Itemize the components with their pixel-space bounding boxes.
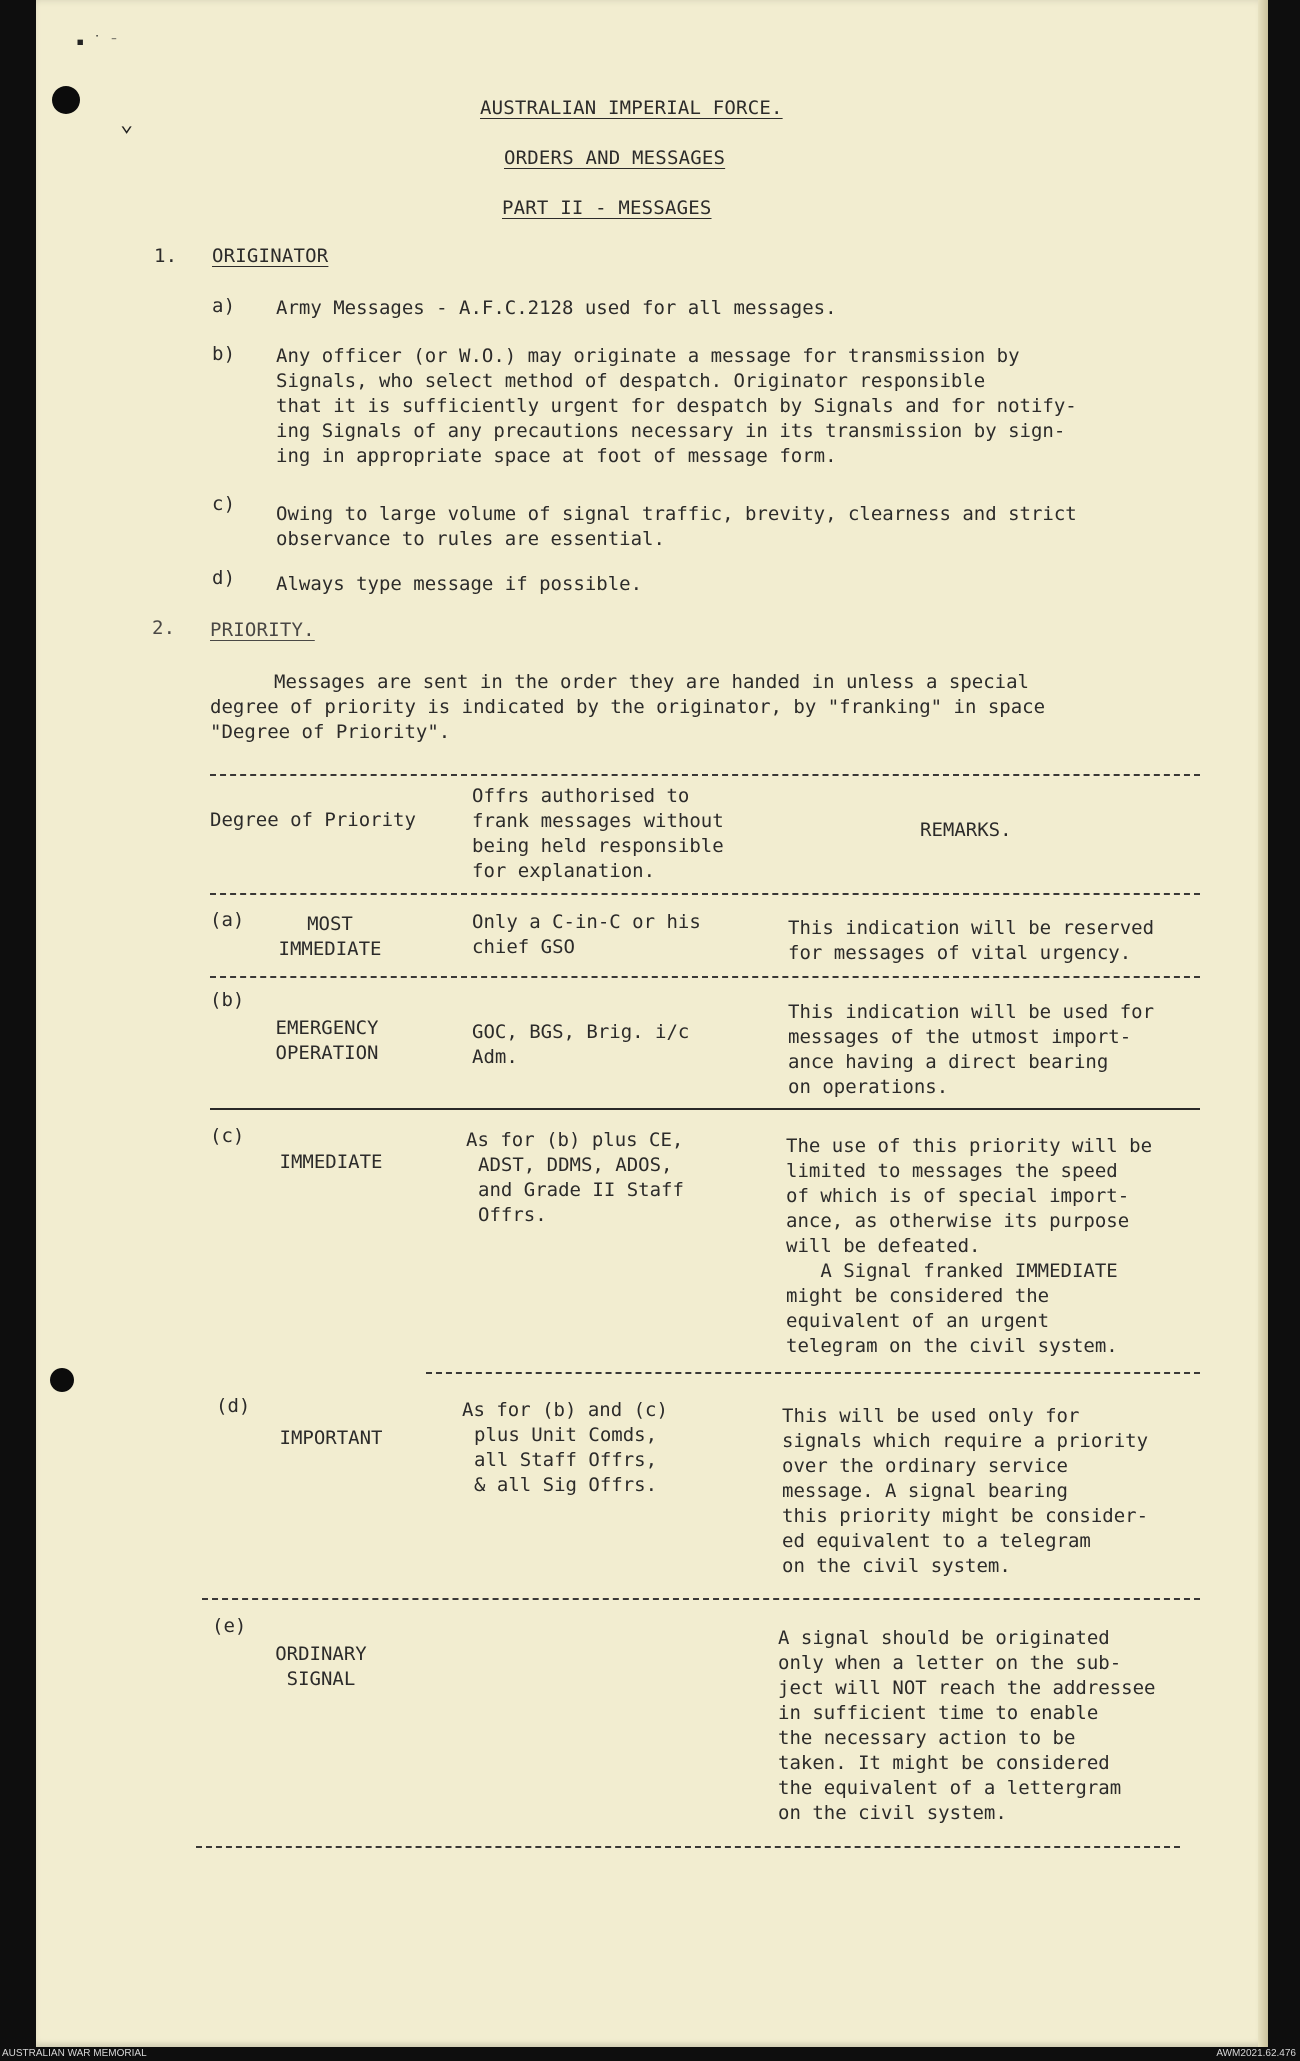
section-heading: ORIGINATOR: [212, 245, 329, 267]
item-letter: c): [212, 493, 236, 515]
archive-footer: [0, 2047, 1300, 2061]
row-degree: MOST IMMEDIATE: [278, 913, 382, 960]
row-offrs: GOC, BGS, Brig. i/c Adm.: [472, 1021, 690, 1068]
table-rule: [196, 1846, 1180, 1848]
footer-right-text: AWM2021.62.476: [1216, 2048, 1296, 2059]
row-offrs: As for (b) plus CE, ADST, DDMS, ADOS, and Grade II Staff Offrs.: [466, 1129, 684, 1226]
ink-mark-2: ⌄: [120, 112, 134, 137]
item-text: Army Messages - A.F.C.2128 used for all messages.: [276, 297, 837, 319]
row-degree: IMPORTANT: [279, 1427, 383, 1449]
section-number: 1.: [154, 245, 178, 267]
row-letter: (b): [210, 989, 245, 1011]
header-degree: Degree of Priority: [210, 809, 416, 831]
ink-mark: ▪ ˙ ⁻: [76, 34, 119, 50]
document-title: AUSTRALIAN IMPERIAL FORCE.: [480, 97, 783, 119]
row-degree: EMERGENCY OPERATION: [275, 1017, 379, 1064]
table-rule: [210, 1108, 1200, 1110]
row-remarks: A signal should be originated only when a letter on the sub- ject will NOT reach the addressee in sufficient time to enable the necessary action to be taken. It might be considered the equivalent of a lettergram on the civil system.: [778, 1627, 1156, 1824]
intro-paragraph: Messages are sent in the order they are handed in unless a special degree of priority is indicated by the originator, by "franking" in space "Degree of Priority".: [210, 671, 1046, 743]
item-letter: d): [212, 567, 236, 589]
item-text: Owing to large volume of signal traffic, brevity, clearness and strict observance to rules are essential.: [276, 503, 1077, 550]
item-letter: a): [212, 295, 236, 317]
table-rule: [426, 1372, 1200, 1374]
punch-hole-bottom: [50, 1368, 74, 1392]
row-remarks: This indication will be used for messages of the utmost import- ance having a direct bearing on operations.: [788, 1001, 1155, 1098]
row-letter: (d): [216, 1395, 251, 1417]
row-letter: (e): [212, 1615, 247, 1637]
item-text: Always type message if possible.: [276, 573, 643, 595]
row-degree: ORDINARY SIGNAL: [275, 1643, 367, 1690]
item-letter: b): [212, 343, 236, 365]
section-heading: PRIORITY.: [210, 619, 315, 641]
table-rule: [210, 774, 1200, 776]
row-remarks: This indication will be reserved for messages of vital urgency.: [788, 917, 1155, 964]
footer-left-text: AUSTRALIAN WAR MEMORIAL: [2, 2048, 147, 2059]
row-letter: (a): [210, 909, 245, 931]
section-number: 2.: [152, 617, 176, 639]
row-letter: (c): [210, 1125, 245, 1147]
row-remarks: This will be used only for signals which require a priority over the ordinary service message. A signal bearing this priority might be consider- ed equivalent to a telegram on the civil system.: [782, 1405, 1149, 1577]
document-page: [36, 0, 1268, 2047]
row-remarks: The use of this priority will be limited to messages the speed of which is of special import- ance, as otherwise its purpose will be defeated. A Signal franked IMMEDIATE might be considered the equivalent of an urgent telegram on the civil system.: [786, 1135, 1153, 1357]
punch-hole-top: [52, 86, 80, 114]
part-heading: PART II - MESSAGES: [502, 197, 712, 219]
document-subtitle: ORDERS AND MESSAGES: [504, 147, 726, 169]
page-edge: [1258, 0, 1268, 2047]
header-offrs: Offrs authorised to frank messages without being held responsible for explanation.: [472, 785, 724, 882]
item-text: Any officer (or W.O.) may originate a message for transmission by Signals, who select method of despatch. Originator responsible that it is sufficiently urgent for despatch by Signals and for notify- ing Signals of any precautions necessary in its transmission by sign- ing in appropriate space at foot of message form.: [276, 345, 1077, 467]
header-remarks: REMARKS.: [920, 819, 1012, 841]
table-rule: [202, 1598, 1200, 1600]
table-rule: [210, 976, 1200, 978]
row-degree: IMMEDIATE: [279, 1151, 383, 1173]
table-rule: [210, 893, 1200, 895]
row-offrs: Only a C-in-C or his chief GSO: [472, 911, 701, 958]
row-offrs: As for (b) and (c) plus Unit Comds, all Staff Offrs, & all Sig Offrs.: [462, 1399, 668, 1496]
